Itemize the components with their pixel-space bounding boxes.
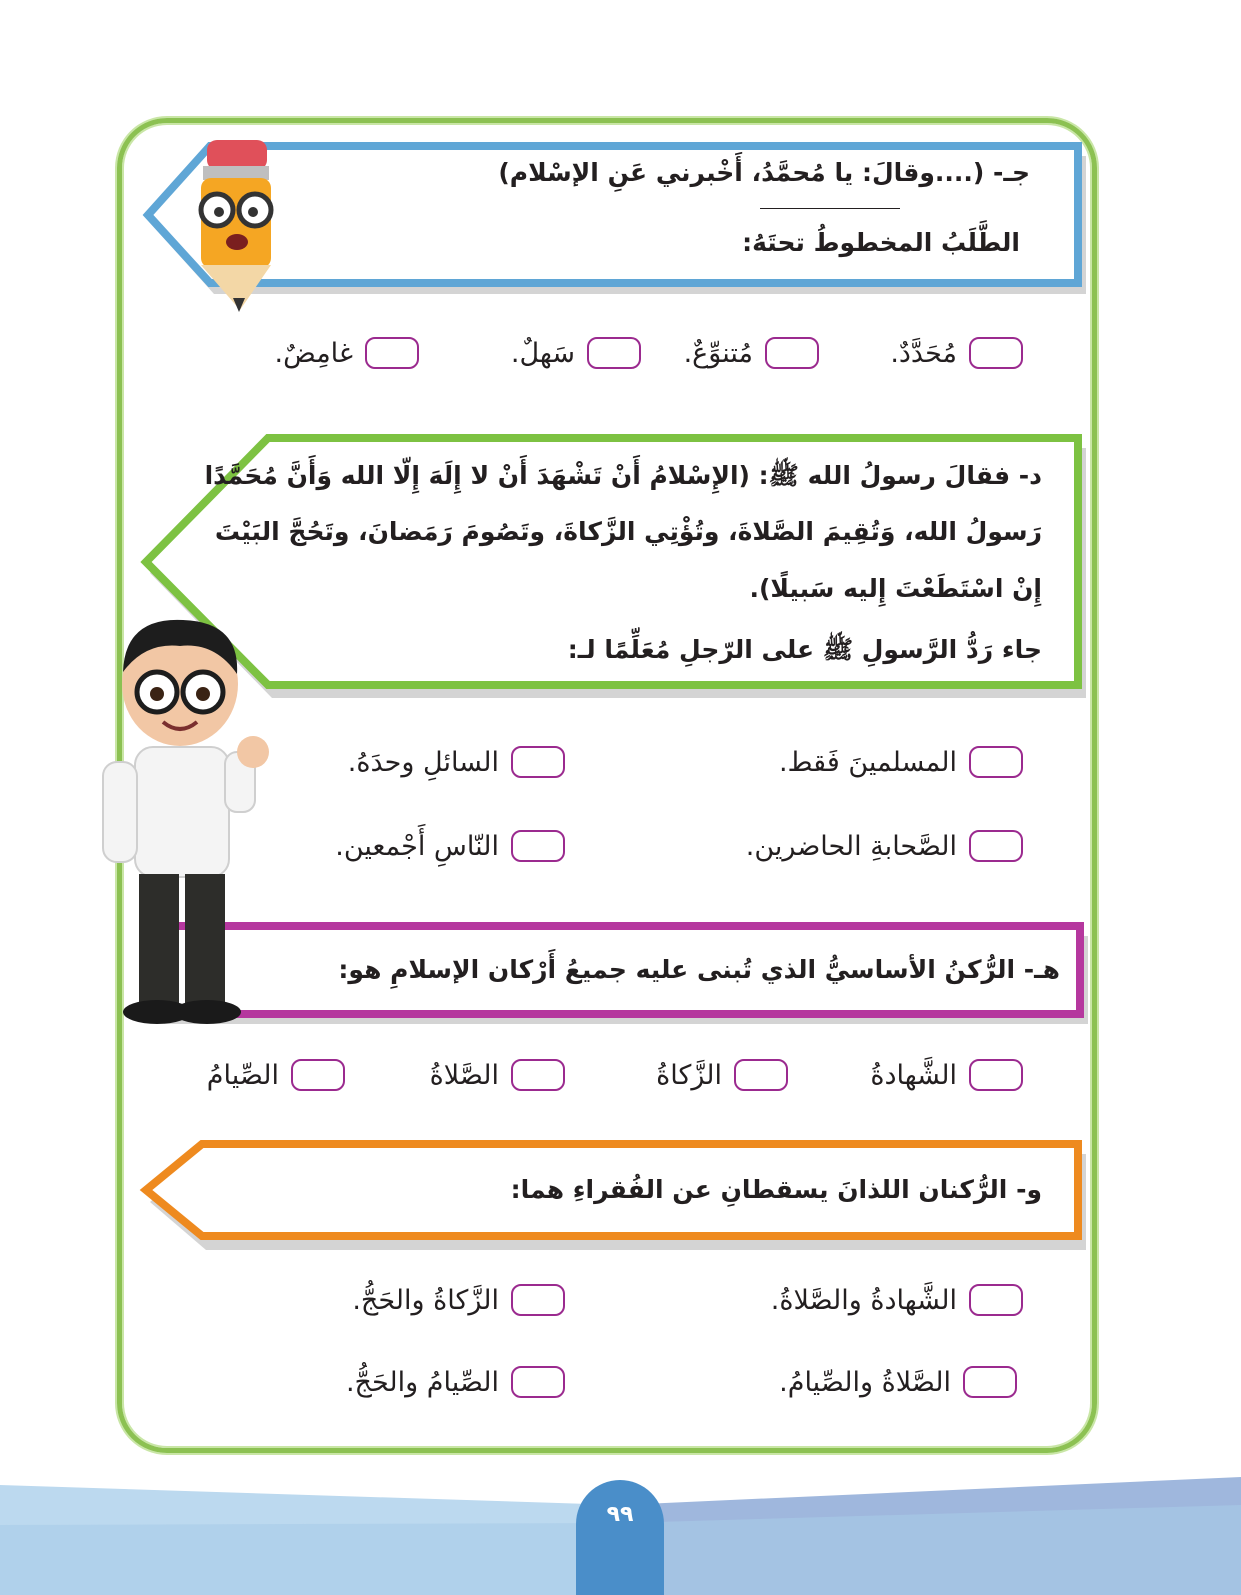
- checkbox[interactable]: [291, 1059, 345, 1091]
- question-j-line-2: الطَّلَبُ المخطوطُ تحتَهُ:: [742, 228, 1020, 257]
- question-h-line-1: هـ- الرُّكنُ الأساسيُّ الذي تُبنى عليه جميعُ أَرْكان الإسلامِ هو:: [338, 955, 1060, 984]
- question-w-option-4[interactable]: الصِّيامُ والحَجُّ.: [346, 1362, 565, 1402]
- question-h-option-1[interactable]: الشَّهادةُ: [870, 1055, 1023, 1095]
- checkbox[interactable]: [969, 830, 1023, 862]
- question-d-option-3[interactable]: الصَّحابةِ الحاضرين.: [746, 826, 1023, 866]
- question-d-option-1[interactable]: المسلمينَ فَقط.: [779, 742, 1023, 782]
- question-h-banner: [160, 918, 1090, 1023]
- checkbox[interactable]: [765, 337, 819, 369]
- boy-character: [95, 612, 275, 1032]
- question-d-line-2: رَسولُ الله، وَتُقِيمَ الصَّلاةَ، وتُؤْتِي الزَّكاةَ، وتَصُومَ رَمَضانَ، وتَحُجَّ البَيْتَ: [214, 517, 1042, 546]
- question-d-line-4: جاء رَدُّ الرَّسولِ ﷺ على الرّجلِ مُعَلِّمًا لـ:: [567, 635, 1042, 664]
- pencil-mascot: [185, 130, 285, 320]
- question-h-option-3[interactable]: الصَّلاةُ: [430, 1055, 565, 1095]
- checkbox[interactable]: [587, 337, 641, 369]
- question-w-line-1: و- الرُّكنان اللذانَ يسقطانِ عن الفُقراءِ هما:: [510, 1175, 1042, 1204]
- checkbox[interactable]: [969, 337, 1023, 369]
- page-number: ٩٩: [576, 1480, 664, 1595]
- question-j-option-2[interactable]: مُتنوِّعٌ.: [684, 333, 819, 373]
- question-h-option-2[interactable]: الزَّكاةُ: [656, 1055, 788, 1095]
- checkbox[interactable]: [511, 1059, 565, 1091]
- question-j-option-4[interactable]: غامِضٌ.: [275, 333, 419, 373]
- question-w-banner: [138, 1136, 1088, 1246]
- question-j-option-1[interactable]: مُحَدَّدٌ.: [890, 333, 1023, 373]
- question-h-option-4[interactable]: الصِّيامُ: [207, 1055, 345, 1095]
- question-j-option-3[interactable]: سَهلٌ.: [511, 333, 641, 373]
- question-d-option-4[interactable]: النّاسِ أَجْمعين.: [335, 826, 565, 866]
- question-w-option-3[interactable]: الصَّلاةُ والصِّيامُ.: [779, 1362, 1017, 1402]
- checkbox[interactable]: [511, 1284, 565, 1316]
- question-d-option-2[interactable]: السائلِ وحدَهُ.: [348, 742, 565, 782]
- question-j-line-1: جـ- (....وقالَ: يا مُحمَّدُ، أَخْبرني عَنِ الإسْلام): [498, 158, 1030, 187]
- checkbox[interactable]: [969, 1059, 1023, 1091]
- checkbox[interactable]: [969, 1284, 1023, 1316]
- checkbox[interactable]: [963, 1366, 1017, 1398]
- underline-mark: [760, 208, 900, 209]
- checkbox[interactable]: [969, 746, 1023, 778]
- checkbox[interactable]: [511, 830, 565, 862]
- question-d-line-3: إِنْ اسْتَطَعْتَ إِليه سَبيلًا).: [749, 574, 1042, 603]
- checkbox[interactable]: [365, 337, 419, 369]
- question-w-option-1[interactable]: الشَّهادةُ والصَّلاةُ.: [771, 1280, 1023, 1320]
- checkbox[interactable]: [734, 1059, 788, 1091]
- question-d-line-1: د- فقالَ رسولُ الله ﷺ: (الإِسْلامُ أَنْ تَشْهَدَ أَنْ لا إِلَهَ إِلّا الله وَأَنَّ مُحَمَّدًا: [204, 461, 1042, 490]
- checkbox[interactable]: [511, 746, 565, 778]
- question-w-option-2[interactable]: الزَّكاةُ والحَجُّ.: [352, 1280, 565, 1320]
- question-d-banner: [138, 430, 1088, 695]
- checkbox[interactable]: [511, 1366, 565, 1398]
